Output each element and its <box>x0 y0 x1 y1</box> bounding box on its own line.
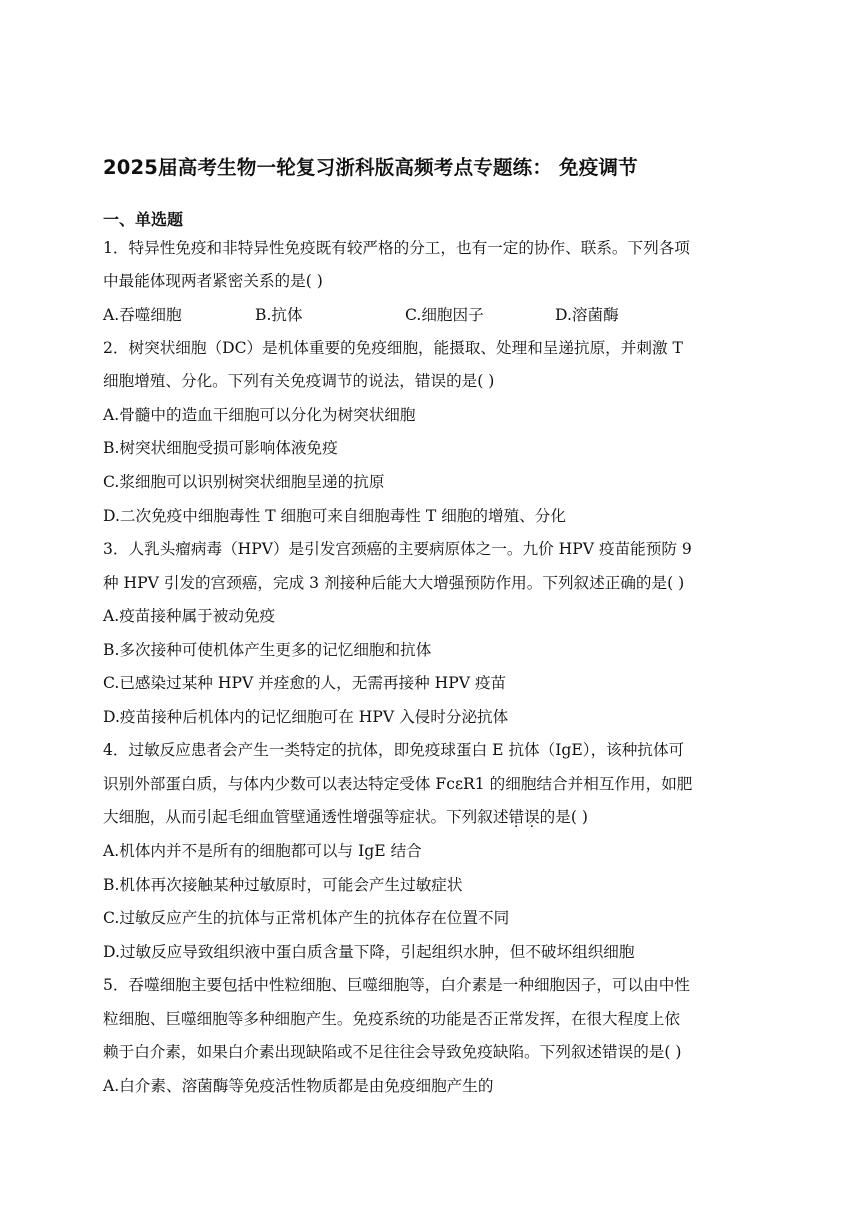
question-2-option-b: B.树突状细胞受损可影响体液免疫 <box>103 439 338 457</box>
question-3-line-2: 种 HPV 引发的宫颈癌，完成 3 剂接种后能大大增强预防作用。下列叙述正确的是( ) <box>103 574 685 592</box>
question-2-line-2: 细胞增殖、分化。下列有关免疫调节的说法，错误的是( ) <box>103 372 495 390</box>
question-1-line-2: 中最能体现两者紧密关系的是( ) <box>103 272 323 290</box>
question-4-option-a: A.机体内并不是所有的细胞都可以与 IgE 结合 <box>103 842 422 860</box>
question-1-option-a: A.吞噬细胞 <box>103 306 182 324</box>
question-4-line-3-end: 的是( ) <box>539 808 588 826</box>
question-4-option-b: B.机体再次接触某种过敏原时，可能会产生过敏症状 <box>103 876 463 894</box>
question-3-option-d: D.疫苗接种后机体内的记忆细胞可在 HPV 入侵时分泌抗体 <box>103 708 509 726</box>
question-1-option-b: B.抗体 <box>255 306 303 324</box>
emphasis-dot-char: 错 <box>508 808 525 826</box>
question-5-line-1: 5．吞噬细胞主要包括中性粒细胞、巨噬细胞等，白介素是一种细胞因子，可以由中性 <box>103 976 690 994</box>
question-1-line-1: 1．特异性免疫和非特异性免疫既有较严格的分工，也有一定的协作、联系。下列各项 <box>103 239 690 257</box>
question-4-line-1: 4．过敏反应患者会产生一类特定的抗体，即免疫球蛋白 E 抗体（IgE），该种抗体可 <box>103 741 685 759</box>
question-3-line-1: 3．人乳头瘤病毒（HPV）是引发宫颈癌的主要病原体之一。九价 HPV 疫苗能预防 9 <box>103 540 692 558</box>
question-2-option-a: A.骨髓中的造血干细胞可以分化为树突状细胞 <box>103 406 416 424</box>
emphasis-dot-char: 误 <box>524 808 540 826</box>
question-4-option-d: D.过敏反应导致组织液中蛋白质含量下降，引起组织水肿，但不破坏组织细胞 <box>103 943 635 961</box>
question-2-line-1: 2．树突状细胞（DC）是机体重要的免疫细胞，能摄取、处理和呈递抗原，并刺激 T <box>103 339 683 357</box>
document-title: 2025届高考生物一轮复习浙科版高频考点专题练： 免疫调节 <box>103 156 638 179</box>
question-4-line-2: 识别外部蛋白质，与体内少数可以表达特定受体 FcεR1 的细胞结合并相互作用，如肥 <box>103 775 693 793</box>
question-5-line-2: 粒细胞、巨噬细胞等多种细胞产生。免疫系统的功能是否正常发挥，在很大程度上依 <box>103 1010 680 1028</box>
question-5-line-3: 赖于白介素，如果白介素出现缺陷或不足往往会导致免疫缺陷。下列叙述错误的是( ) <box>103 1043 682 1061</box>
question-1-option-c: C.细胞因子 <box>405 306 484 324</box>
question-2-option-d: D.二次免疫中细胞毒性 T 细胞可来自细胞毒性 T 细胞的增殖、分化 <box>103 507 566 525</box>
question-4-line-3 <box>103 806 588 828</box>
section-heading: 一、单选题 <box>103 210 184 229</box>
question-3-option-a: A.疫苗接种属于被动免疫 <box>103 607 276 625</box>
question-3-option-c: C.已感染过某种 HPV 并痊愈的人，无需再接种 HPV 疫苗 <box>103 674 507 692</box>
question-5-option-a: A.白介素、溶菌酶等免疫活性物质都是由免疫细胞产生的 <box>103 1077 494 1095</box>
question-2-option-c: C.浆细胞可以识别树突状细胞呈递的抗原 <box>103 473 385 491</box>
question-4-line-3-text: 大细胞，从而引起毛细血管壁通透性增强等症状。下列叙述 <box>103 808 509 826</box>
question-1-option-d: D.溶菌酶 <box>555 306 619 324</box>
question-4-option-c: C.过敏反应产生的抗体与正常机体产生的抗体存在位置不同 <box>103 909 510 927</box>
question-3-option-b: B.多次接种可使机体产生更多的记忆细胞和抗体 <box>103 641 432 659</box>
